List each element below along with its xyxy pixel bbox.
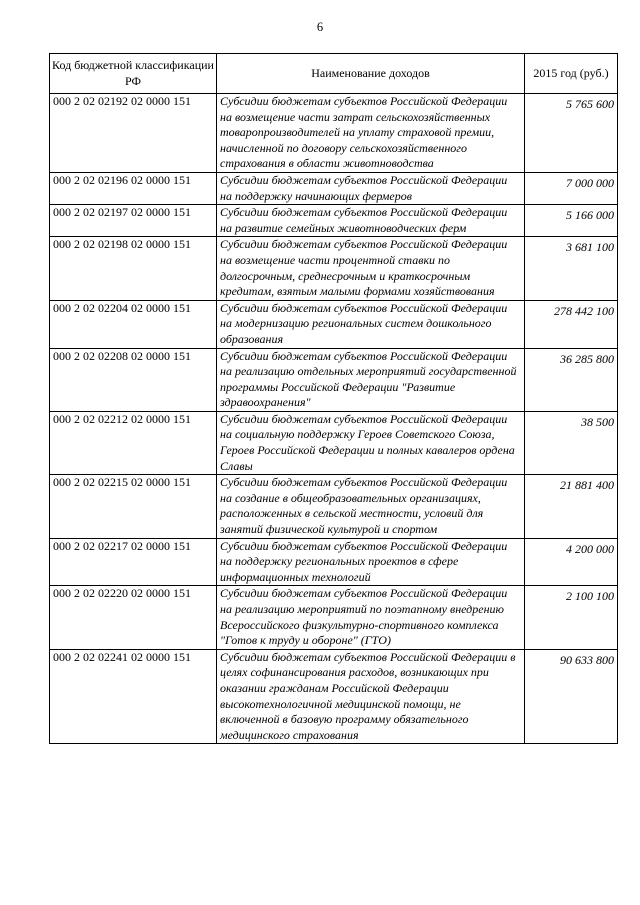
revenue-name-cell: Субсидии бюджетам субъектов Российской Федерации на реализацию мероприятий по поэтапному внедрению Всероссийского физкультурно-спортивного комплекса "Готов к труду и обороне" (ГТО) <box>217 586 525 649</box>
amount-value: 7 000 000 <box>566 175 614 190</box>
revenue-name-cell: Субсидии бюджетам субъектов Российской Федерации на возмещение части затрат сельскохозяйственных товаропроизводителей на уплату страховой премии, начисленной по договору сельскохозяйственного страхования в области животноводства <box>217 94 525 173</box>
amount-value: 4 200 000 <box>566 541 614 556</box>
table-row <box>50 237 618 300</box>
amount-value: 21 881 400 <box>560 478 614 493</box>
amount-value: 5 765 600 <box>566 97 614 111</box>
table-row <box>50 649 618 744</box>
amount-value: 3 681 100 <box>566 240 614 255</box>
amount-cell <box>525 475 618 538</box>
revenue-name-cell: Субсидии бюджетам субъектов Российской Федерации на поддержку начинающих фермеров <box>217 172 525 204</box>
amount-value: 5 166 000 <box>566 208 614 223</box>
amount-cell <box>525 411 618 474</box>
amount-value: 38 500 <box>581 414 614 429</box>
table-row <box>50 205 618 237</box>
revenue-name-cell: Субсидии бюджетам субъектов Российской Федерации на возмещение части процентной ставки по долгосрочным, среднесрочным и краткосрочным кредитам, взятым малыми формами хозяйствования <box>217 237 525 300</box>
table-row <box>50 586 618 649</box>
budget-code-cell: 000 2 02 02192 02 0000 151 <box>50 94 217 173</box>
amount-cell <box>525 94 618 173</box>
amount-cell <box>525 172 618 204</box>
table-row <box>50 348 618 411</box>
table-row <box>50 475 618 538</box>
page-number: 6 <box>316 20 324 34</box>
amount-cell <box>525 205 618 237</box>
amount-cell <box>525 300 618 348</box>
revenue-name-cell: Субсидии бюджетам субъектов Российской Федерации на реализацию отдельных мероприятий государственной программы Российской Федерации "Развитие здравоохранения" <box>217 348 525 411</box>
table-row <box>50 411 618 474</box>
amount-value: 90 633 800 <box>560 652 614 667</box>
table-row <box>50 94 618 173</box>
amount-cell <box>525 538 618 586</box>
amount-value: 278 442 100 <box>554 303 614 318</box>
header-name: Наименование доходов <box>217 54 525 94</box>
budget-code-cell: 000 2 02 02212 02 0000 151 <box>50 411 217 474</box>
amount-cell <box>525 237 618 300</box>
table-row <box>50 172 618 204</box>
budget-code-cell: 000 2 02 02198 02 0000 151 <box>50 237 217 300</box>
budget-code-cell: 000 2 02 02208 02 0000 151 <box>50 348 217 411</box>
table-header-row <box>50 54 618 94</box>
amount-value: 36 285 800 <box>560 351 614 366</box>
revenue-name-cell: Субсидии бюджетам субъектов Российской Федерации в целях софинансирования расходов, возникающих при оказании гражданам Российской Федерации высокотехнологичной медицинской помощи, не включенной в базовую программу обязательного медицинского страхования <box>217 649 525 744</box>
budget-code-cell: 000 2 02 02215 02 0000 151 <box>50 475 217 538</box>
table-row <box>50 300 618 348</box>
revenue-table <box>49 53 618 744</box>
amount-value: 2 100 100 <box>566 589 614 604</box>
header-code: Код бюджетной классификации РФ <box>50 54 217 94</box>
revenue-name-cell: Субсидии бюджетам субъектов Российской Федерации на социальную поддержку Героев Советского Союза, Героев Российской Федерации и полных кавалеров ордена Славы <box>217 411 525 474</box>
budget-code-cell: 000 2 02 02241 02 0000 151 <box>50 649 217 744</box>
revenue-name-cell: Субсидии бюджетам субъектов Российской Федерации на создание в общеобразовательных организациях, расположенных в сельской местности, условий для занятий физической культурой и спортом <box>217 475 525 538</box>
table-body <box>50 94 618 744</box>
revenue-name-cell: Субсидии бюджетам субъектов Российской Федерации на развитие семейных животноводческих ферм <box>217 205 525 237</box>
amount-cell <box>525 649 618 744</box>
budget-code-cell: 000 2 02 02196 02 0000 151 <box>50 172 217 204</box>
budget-code-cell: 000 2 02 02217 02 0000 151 <box>50 538 217 586</box>
header-amount: 2015 год (руб.) <box>525 54 618 94</box>
budget-code-cell: 000 2 02 02197 02 0000 151 <box>50 205 217 237</box>
table-row <box>50 538 618 586</box>
revenue-name-cell: Субсидии бюджетам субъектов Российской Федерации на модернизацию региональных систем дошкольного образования <box>217 300 525 348</box>
amount-cell <box>525 348 618 411</box>
budget-code-cell: 000 2 02 02204 02 0000 151 <box>50 300 217 348</box>
revenue-name-cell: Субсидии бюджетам субъектов Российской Федерации на поддержку региональных проектов в сфере информационных технологий <box>217 538 525 586</box>
amount-cell <box>525 586 618 649</box>
budget-code-cell: 000 2 02 02220 02 0000 151 <box>50 586 217 649</box>
